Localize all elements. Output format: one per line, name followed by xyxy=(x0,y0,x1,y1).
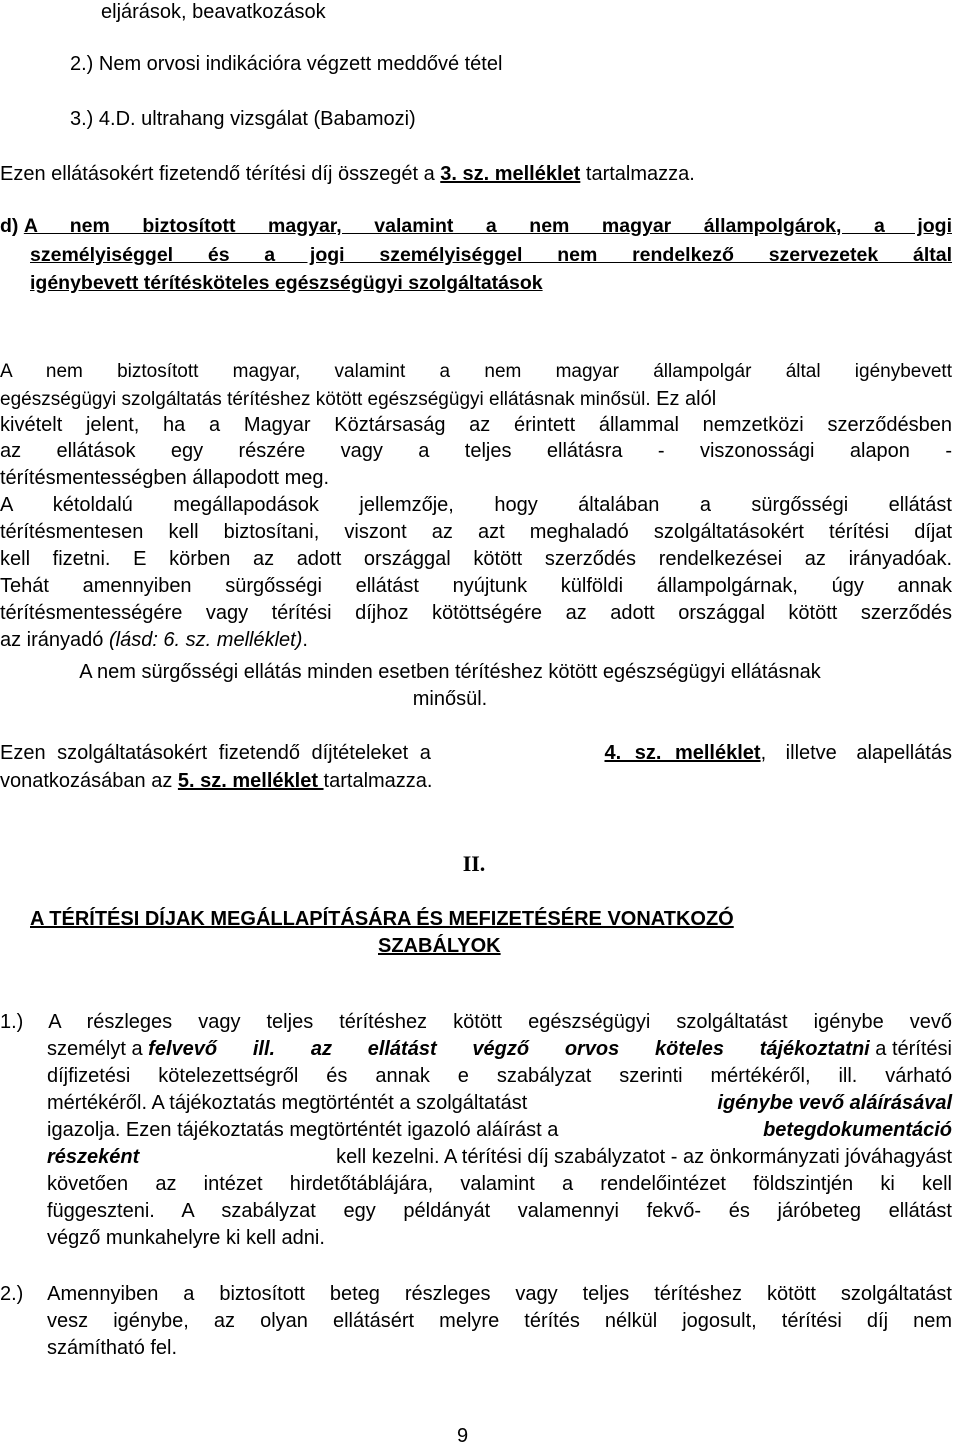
paragraph-line: kell fizetni. E körben az adott országgal kötött szerződés rendelkezései az irányadóak. xyxy=(0,548,952,570)
text: kell kezelni. A térítési díj szabályzatot - az önkormányzati jóváhagyást xyxy=(330,1146,952,1168)
list-item: 2.) Nem orvosi indikációra végzett meddővé tétel xyxy=(70,53,503,75)
list-item-line: függeszteni. A szabályzat egy példányát valamennyi fekvő- és járóbeteg ellátást xyxy=(47,1200,952,1222)
list-item-text: eljárások, beavatkozások xyxy=(101,1,326,23)
paragraph-line: az ellátások egy részére vagy a teljes ellátásra - viszonossági alapon - xyxy=(0,440,952,462)
paragraph-line xyxy=(0,741,952,765)
list-item: 1.) A részleges vagy teljes térítéshez kötött egészségügyi szolgáltatást igénybe vevő xyxy=(0,1011,952,1033)
text: tartalmazza. xyxy=(323,770,433,792)
paragraph-line: kivételt jelent, ha a Magyar Köztársaság az érintett állammal nemzetközi szerződésben xyxy=(0,414,952,436)
heading-text: A nem biztosított magyar, valamint a nem magyar állampolgárok, a jogi xyxy=(23,215,952,237)
text: az irányadó xyxy=(0,629,109,651)
chapter-title: SZABÁLYOK xyxy=(378,935,501,957)
emphasis: részeként xyxy=(47,1146,140,1168)
annex-ref: 4. sz. melléklet xyxy=(604,742,761,764)
text: a térítési xyxy=(869,1038,952,1060)
list-item: 2.) Amennyiben a biztosított beteg részleges vagy teljes térítéshez kötött szolgáltatást xyxy=(0,1283,952,1305)
paragraph-line xyxy=(0,162,695,186)
section-heading-line: személyiséggel és a jogi személyiséggel nem rendelkező szervezetek által xyxy=(30,244,952,266)
annex-ref: (lásd: 6. sz. melléklet) xyxy=(108,629,303,651)
paragraph-line: térítésmentesen kell biztosítani, viszont az azt meghaladó szolgáltatásokért térítési díjat xyxy=(0,521,952,543)
text: Ez alól xyxy=(650,388,717,410)
text: egészségügyi szolgáltatás térítéshez kötött egészségügyi ellátásnak minősül. xyxy=(0,389,651,410)
paragraph-line: A kétoldalú megállapodások jellemzője, hogy általában a sürgősségi ellátást xyxy=(0,494,952,516)
paragraph-line: térítésmentességben állapodott meg. xyxy=(0,467,330,489)
centered-line: minősül. xyxy=(412,688,488,710)
text: vonatkozásában az xyxy=(0,770,178,792)
chapter-title: A TÉRÍTÉSI DÍJAK MEGÁLLAPÍTÁSÁRA ÉS MEFIZETÉSÉRE VONATKOZÓ xyxy=(30,908,734,930)
list-item-line xyxy=(47,1091,952,1115)
list-item-line xyxy=(47,1037,952,1061)
text: , illetve alapellátás xyxy=(760,742,952,764)
list-item-line xyxy=(47,1145,952,1169)
text: igazolja. Ezen tájékoztatás megtörténtét igazoló aláírást a xyxy=(47,1119,564,1141)
paragraph-line: A nem biztosított magyar, valamint a nem magyar állampolgár által igénybevett xyxy=(0,361,952,382)
emphasis: betegdokumentáció xyxy=(763,1119,952,1141)
annex-ref: 5. sz. melléklet xyxy=(177,770,324,792)
centered-line: A nem sürgősségi ellátás minden esetben térítéshez kötött egészségügyi ellátásnak xyxy=(79,661,821,683)
list-item: 3.) 4.D. ultrahang vizsgálat (Babamozi) xyxy=(70,108,416,130)
paragraph-line xyxy=(0,769,432,793)
section-heading-line xyxy=(0,214,952,238)
text: tartalmazza. xyxy=(580,163,695,185)
paragraph-line: térítésmentességére vagy térítési díjhoz kötöttségére az adott országgal kötött szerződés xyxy=(0,602,952,624)
paragraph-line xyxy=(0,387,952,412)
list-item-line: vesz igénybe, az olyan ellátásért melyre térítés nélkül jogosult, térítési díj nem xyxy=(47,1310,952,1332)
list-item-line: követően az intézet hirdetőtáblájára, valamint a rendelőintézet földszintjén ki kell xyxy=(47,1173,952,1195)
text: Ezen szolgáltatásokért fizetendő díjtételeket a xyxy=(0,742,431,764)
list-item-line xyxy=(47,1118,952,1142)
paragraph-line: Tehát amennyiben sürgősségi ellátást nyújtunk külföldi állampolgárnak, úgy annak xyxy=(0,575,952,597)
text: d) xyxy=(0,215,24,237)
text: személyt a xyxy=(47,1038,149,1060)
chapter-number: II. xyxy=(462,851,486,876)
text: . xyxy=(302,629,308,651)
list-item-line: számítható fel. xyxy=(47,1337,178,1359)
section-heading-line: igénybevett térítésköteles egészségügyi szolgáltatások xyxy=(30,272,543,294)
list-item-line: díjfizetési kötelezettségről és annak e szabályzat szerinti mértékéről, ill. várható xyxy=(47,1065,952,1087)
list-item-line: végző munkahelyre ki kell adni. xyxy=(47,1227,325,1249)
emphasis: felvevő ill. az ellátást végző orvos köteles tájékoztatni xyxy=(148,1038,870,1060)
emphasis: igénybe vevő aláírásával xyxy=(717,1092,952,1114)
text: Ezen ellátásokért fizetendő térítési díj összegét a xyxy=(0,163,441,185)
text: mértékéről. A tájékoztatás megtörténtét a szolgáltatást xyxy=(47,1092,533,1114)
page-number: 9 xyxy=(457,1425,469,1447)
annex-ref: 3. sz. melléklet xyxy=(440,163,581,185)
paragraph-line xyxy=(0,628,308,652)
